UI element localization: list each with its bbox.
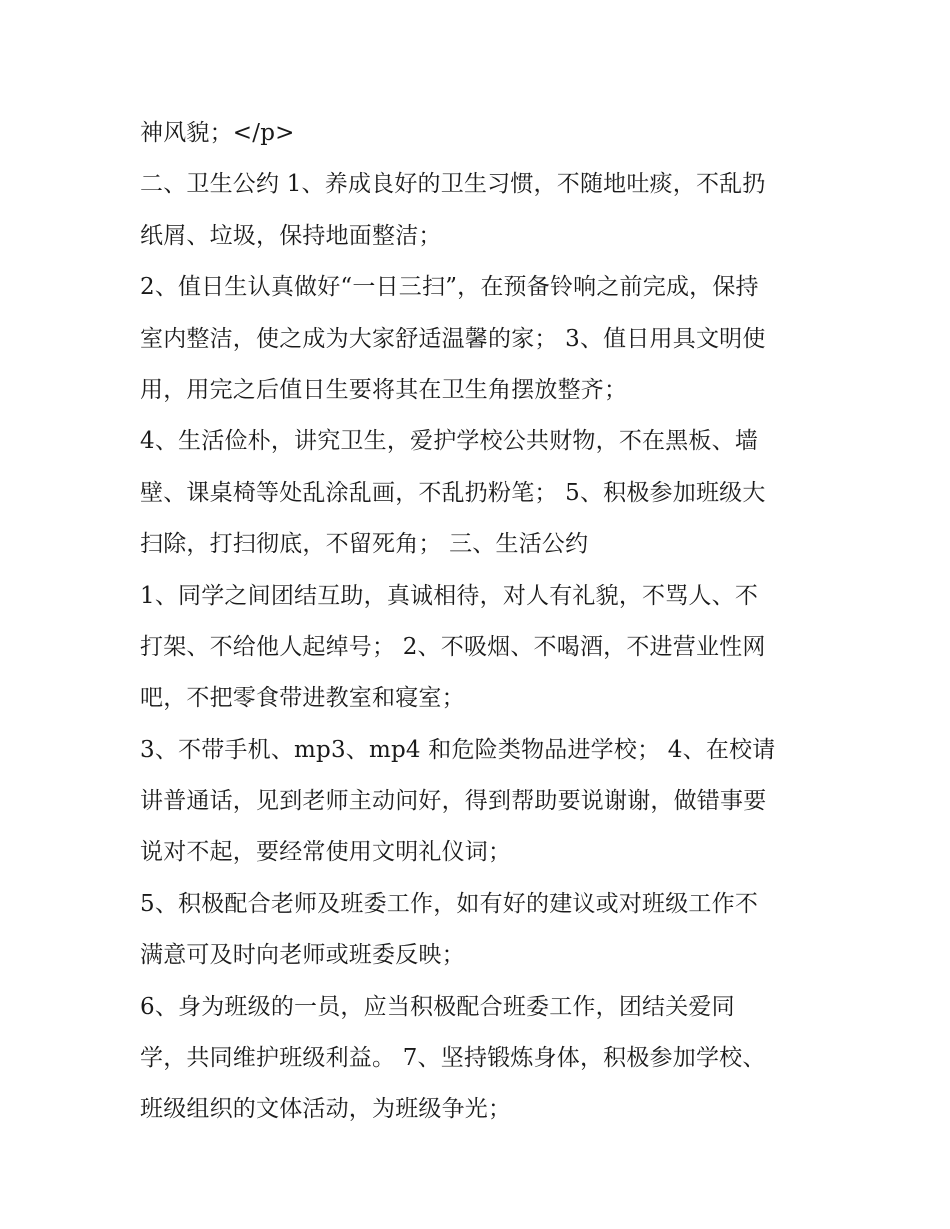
text-line: 1、同学之间团结互助，真诚相待，对人有礼貌，不骂人、不 bbox=[140, 582, 759, 609]
text-line: 6、身为班级的一员，应当积极配合班委工作，团结关爱同 bbox=[140, 993, 735, 1020]
text-line: 学，共同维护班级利益。 7、坚持锻炼身体，积极参加学校、 bbox=[140, 1045, 766, 1072]
document-body bbox=[140, 108, 830, 1136]
text-line: 4、生活俭朴，讲究卫生，爱护学校公共财物，不在黑板、墙 bbox=[140, 428, 759, 455]
text-line: 壁、课桌椅等处乱涂乱画，不乱扔粉笔； 5、积极参加班级大 bbox=[140, 479, 766, 506]
text-line: 室内整洁，使之成为大家舒适温馨的家； 3、值日用具文明使 bbox=[140, 325, 766, 352]
text-line: 讲普通话，见到老师主动问好，得到帮助要说谢谢，做错事要 bbox=[140, 788, 767, 815]
text-line: 2、值日生认真做好“一日三扫”，在预备铃响之前完成，保持 bbox=[140, 274, 759, 301]
text-line: 吧，不把零食带进教室和寝室； bbox=[140, 685, 465, 712]
text-line: 用，用完之后值日生要将其在卫生角摆放整齐； bbox=[140, 376, 628, 403]
text-line: 二、卫生公约 1、养成良好的卫生习惯，不随地吐痰，不乱扔 bbox=[140, 171, 766, 198]
text-line: 满意可及时向老师或班委反映； bbox=[140, 942, 465, 969]
text-line: 纸屑、垃圾，保持地面整洁； bbox=[140, 222, 442, 249]
text-line: 打架、不给他人起绰号； 2、不吸烟、不喝酒，不进营业性网 bbox=[140, 633, 766, 660]
text-line: 神风貌；</p> bbox=[140, 120, 295, 146]
text-line: 3、不带手机、mp3、mp4 和危险类物品进学校； 4、在校请 bbox=[140, 736, 776, 763]
text-line: 5、积极配合老师及班委工作，如有好的建议或对班级工作不 bbox=[140, 890, 759, 917]
text-line: 扫除，打扫彻底，不留死角； 三、生活公约 bbox=[140, 531, 589, 558]
text-line: 班级组织的文体活动，为班级争光； bbox=[140, 1096, 512, 1123]
text-line: 说对不起，要经常使用文明礼仪词； bbox=[140, 839, 512, 866]
